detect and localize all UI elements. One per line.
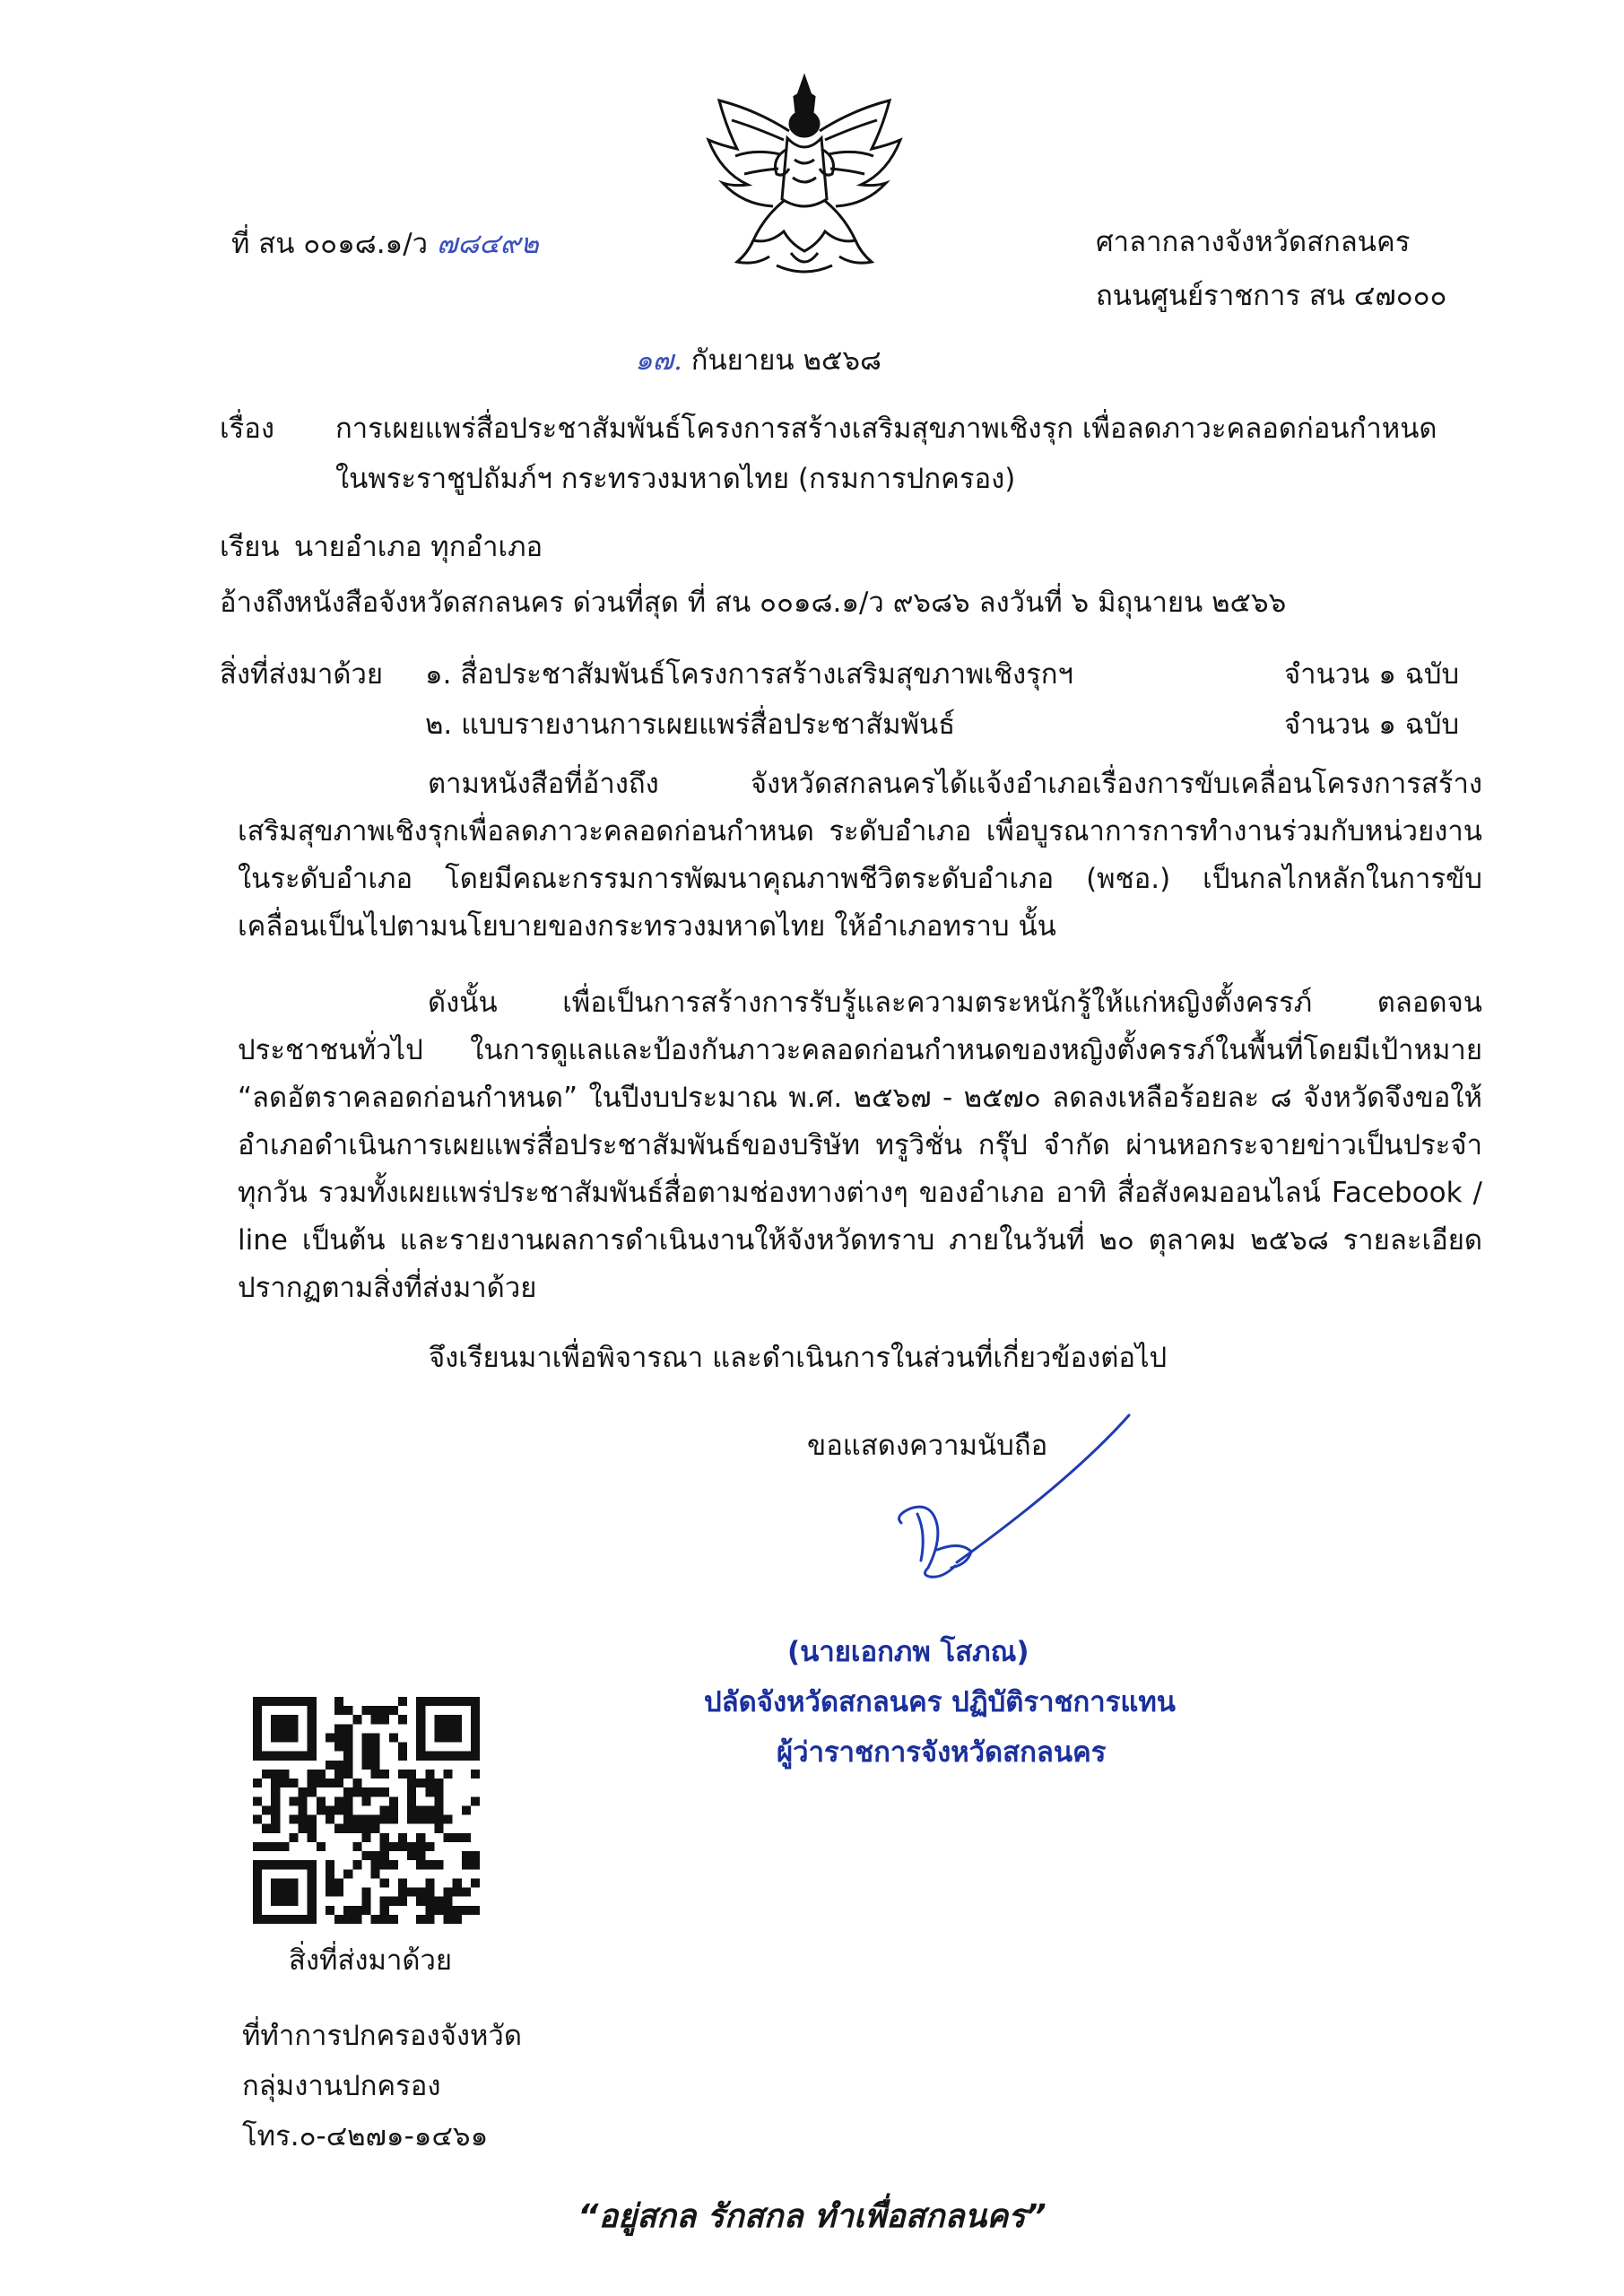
signer-position-2: ผู้ว่าราชการจังหวัดสกลนคร — [777, 1736, 1107, 1769]
to-value: นายอำเภอ ทุกอำเภอ — [294, 531, 543, 563]
document-number-handwritten: ๗๘๔๙๒ — [436, 228, 539, 260]
reference-label: อ้างถึง — [220, 587, 297, 619]
attachment-item-2: ๒. แบบรายงานการเผยแพร่สื่อประชาสัมพันธ์ — [425, 709, 956, 741]
signer-position-1: ปลัดจังหวัดสกลนคร ปฏิบัติราชการแทน — [704, 1686, 1176, 1718]
to-label: เรียน — [220, 531, 280, 563]
closing-sentence: จึงเรียนมาเพื่อพิจารณา และดำเนินการในส่วนที่เกี่ยวข้องต่อไป — [429, 1342, 1168, 1374]
office-unit: ที่ทำการปกครองจังหวัด — [242, 2020, 522, 2052]
document-number — [231, 226, 539, 262]
document-date — [635, 343, 881, 378]
document-number-prefix: ที่ สน ๐๐๑๘.๑/ว — [231, 228, 429, 260]
office-address: ถนนศูนย์ราชการ สน ๔๗๐๐๐ — [1096, 280, 1447, 312]
attachment-count-2: จำนวน ๑ ฉบับ — [1284, 709, 1460, 741]
office-group: กลุ่มงานปกครอง — [242, 2070, 441, 2102]
regards-text: ขอแสดงความนับถือ — [807, 1430, 1048, 1462]
attachment-item-1: ๑. สื่อประชาสัมพันธ์โครงการสร้างเสริมสุขภาพเชิงรุกฯ — [425, 658, 1073, 691]
attachments-label: สิ่งที่ส่งมาด้วย — [220, 658, 384, 691]
qr-caption: สิ่งที่ส่งมาด้วย — [289, 1944, 453, 1977]
province-slogan: “อยู่สกล รักสกล ทำเพื่อสกลนคร” — [578, 2198, 1046, 2235]
date-day-handwritten: ๑๗. — [635, 344, 682, 377]
date-month-year: กันยายน ๒๕๖๘ — [690, 344, 881, 377]
subject-label: เรื่อง — [220, 413, 275, 445]
body-paragraph-2: ดังนั้น เพื่อเป็นการสร้างการรับรู้และความตระหนักรู้ให้แก่หญิงตั้งครรภ์ ตลอดจนประชาชนทั่วไป ในการดูแลและป้องกันภาวะคลอดก่อนกำหนดของหญิงตั้งครรภ์ในพื้นที่โดยมีเป้าหมาย “ลดอัตราคลอดก่อนกำหนด” ในปีงบประมาณ พ.ศ. ๒๕๖๗ - ๒๕๗๐ ลดลงเหลือร้อยละ ๘ จังหวัดจึงขอให้อำเภอดำเนินการเผยแพร่สื่อประชาสัมพันธ์ของบริษัท ทรูวิชั่น กรุ๊ป จำกัด ผ่านหอกระจายข่าวเป็นประจำทุกวัน รวมทั้งเผยแพร่ประชาสัมพันธ์สื่อตามช่องทางต่างๆ ของอำเภอ อาทิ สื่อสังคมออนไลน์ Facebook / line เป็นต้น และรายงานผลการดำเนินงานให้จังหวัดทราบ ภายในวันที่ ๒๐ ตุลาคม ๒๕๖๘ รายละเอียดปรากฏตามสิ่งที่ส่งมาด้วย — [238, 987, 1482, 1304]
qr-code[interactable] — [253, 1697, 480, 1924]
handwritten-signature — [874, 1408, 1143, 1614]
body-paragraph-1: ตามหนังสือที่อ้างถึง จังหวัดสกลนครได้แจ้งอำเภอเรื่องการขับเคลื่อนโครงการสร้างเสริมสุขภาพเชิงรุกเพื่อลดภาวะคลอดก่อนกำหนด ระดับอำเภอ เพื่อบูรณาการการทำงานร่วมกับหน่วยงานในระดับอำเภอ โดยมีคณะกรรมการพัฒนาคุณภาพชีวิตระดับอำเภอ (พชอ.) เป็นกลไกหลักในการขับเคลื่อนเป็นไปตามนโยบายของกระทรวงมหาดไทย ให้อำเภอทราบ นั้น — [238, 768, 1482, 943]
office-telephone: โทร.๐-๔๒๗๑-๑๔๖๑ — [242, 2120, 489, 2152]
attachment-count-1: จำนวน ๑ ฉบับ — [1284, 658, 1460, 691]
garuda-emblem-icon — [701, 74, 908, 280]
reference-value: หนังสือจังหวัดสกลนคร ด่วนที่สุด ที่ สน ๐๐๑๘.๑/ว ๙๖๘๖ ลงวันที่ ๖ มิถุนายน ๒๕๖๖ — [294, 587, 1287, 619]
office-name: ศาลากลางจังหวัดสกลนคร — [1096, 226, 1411, 258]
signer-name: (นายเอกภพ โสภณ) — [787, 1636, 1029, 1668]
subject-line-2: ในพระราชูปถัมภ์ฯ กระทรวงมหาดไทย (กรมการปกครอง) — [335, 463, 1016, 495]
subject-line-1: การเผยแพร่สื่อประชาสัมพันธ์โครงการสร้างเสริมสุขภาพเชิงรุก เพื่อลดภาวะคลอดก่อนกำหนด — [335, 413, 1437, 445]
